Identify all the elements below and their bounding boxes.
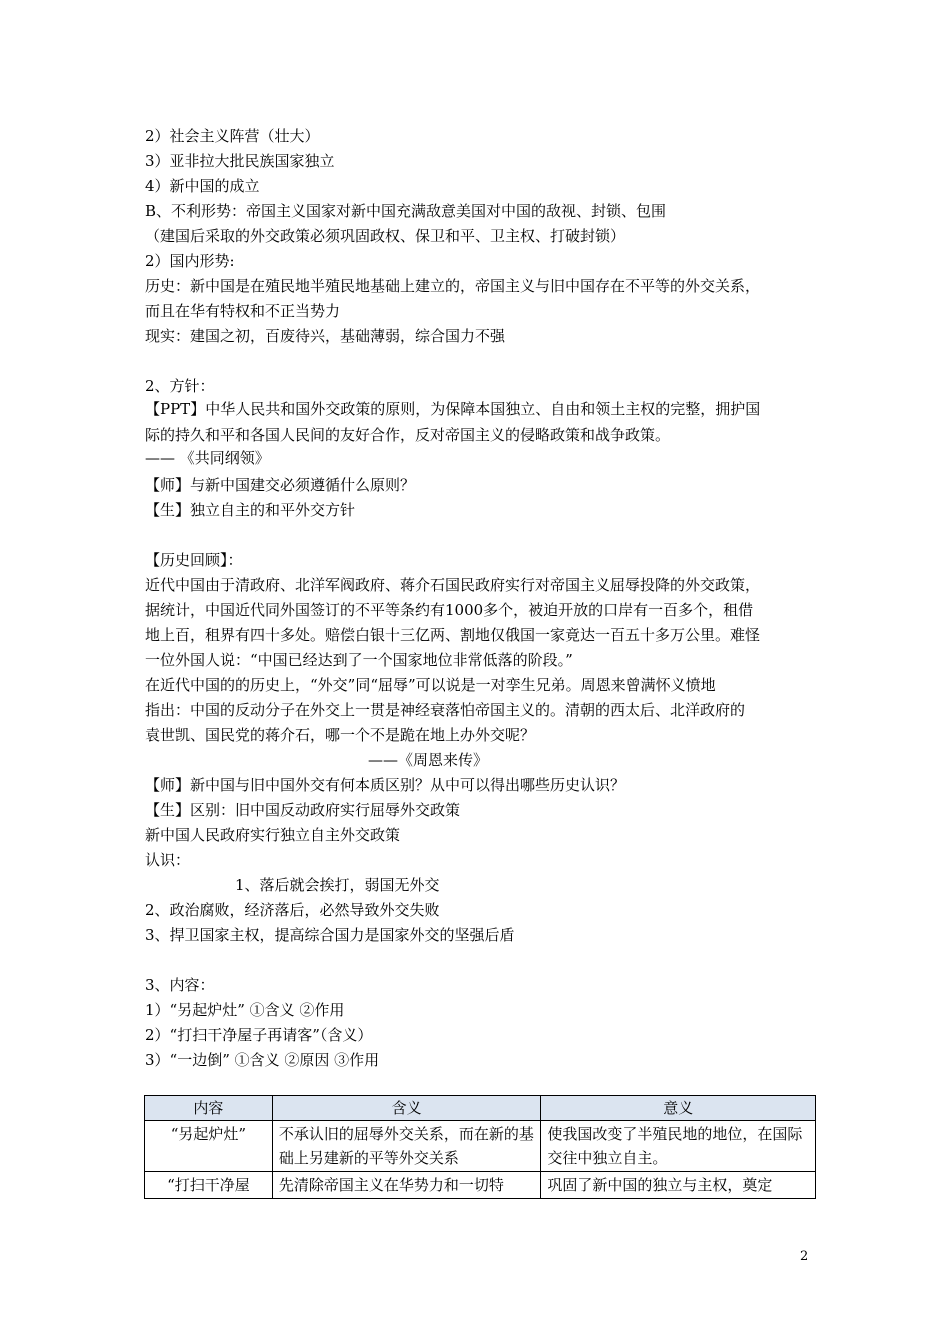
text-line: 3）“一边倒” ①含义 ②原因 ③作用 xyxy=(145,1051,380,1069)
text-line: 【生】区别：旧中国反动政府实行屈辱外交政策 xyxy=(145,801,461,819)
table-row xyxy=(145,1172,816,1199)
text-line: 近代中国由于清政府、北洋军阀政府、蒋介石国民政府实行对帝国主义屈辱投降的外交政策， xyxy=(145,576,761,594)
table-cell: 不承认旧的屈辱外交关系，而在新的基础上另建新的平等外交关系 xyxy=(272,1121,541,1172)
table-cell: 使我国改变了半殖民地的地位，在国际交往中独立自主。 xyxy=(541,1121,816,1172)
text-line: 【PPT】中华人民共和国外交政策的原则，为保障本国独立、自由和领土主权的完整，拥护国 xyxy=(145,400,761,418)
table-header-row xyxy=(145,1096,816,1121)
content-table xyxy=(144,1095,816,1199)
table-cell: “打扫干净屋 xyxy=(145,1172,273,1199)
citation: —— 《共同纲领》 xyxy=(145,449,270,467)
text-line: 际的持久和平和各国人民间的友好合作，反对帝国主义的侵略政策和战争政策。 xyxy=(145,426,671,444)
table-cell: 巩固了新中国的独立与主权，奠定 xyxy=(541,1172,816,1199)
text-line: 2）社会主义阵营（壮大） xyxy=(145,127,320,145)
text-line: 据统计，中国近代同外国签订的不平等条约有1000多个，被迫开放的口岸有一百多个，租借 xyxy=(145,601,754,619)
text-line: 认识： xyxy=(145,851,191,869)
text-line: 4）新中国的成立 xyxy=(145,177,260,195)
text-line: 在近代中国的的历史上，“外交”同“屈辱”可以说是一对孪生兄弟。周恩来曾满怀义愤地 xyxy=(145,676,716,694)
column-header: 内容 xyxy=(145,1096,273,1121)
column-header: 含义 xyxy=(272,1096,541,1121)
text-line: 1、落后就会挨打，弱国无外交 xyxy=(235,876,440,894)
text-line: 而且在华有特权和不正当势力 xyxy=(145,302,341,320)
text-line: 3、捍卫国家主权，提高综合国力是国家外交的坚强后盾 xyxy=(145,926,515,944)
table-row xyxy=(145,1121,816,1172)
section-heading: 【历史回顾】： xyxy=(145,551,243,569)
text-line: 历史：新中国是在殖民地半殖民地基础上建立的，帝国主义与旧中国存在不平等的外交关系， xyxy=(145,277,761,295)
table-cell: “另起炉灶” xyxy=(145,1121,273,1172)
text-line: 指出：中国的反动分子在外交上一贯是神经衰落怕帝国主义的。清朝的西太后、北洋政府的 xyxy=(145,701,746,719)
page-number: 2 xyxy=(800,1249,809,1264)
text-line: 【生】独立自主的和平外交方针 xyxy=(145,501,356,519)
text-line: 【师】新中国与旧中国外交有何本质区别？从中可以得出哪些历史认识？ xyxy=(145,776,626,794)
text-line: 新中国人民政府实行独立自主外交政策 xyxy=(145,826,401,844)
text-line: 2、政治腐败，经济落后，必然导致外交失败 xyxy=(145,901,440,919)
column-header: 意义 xyxy=(541,1096,816,1121)
text-line: 2）国内形势: xyxy=(145,252,235,270)
citation: ——《周恩来传》 xyxy=(368,751,489,769)
text-line: 1）“另起炉灶” ①含义 ②作用 xyxy=(145,1001,345,1019)
text-line: 现实：建国之初，百废待兴，基础薄弱，综合国力不强 xyxy=(145,327,506,345)
text-line: 地上百，租界有四十多处。赔偿白银十三亿两、割地仅俄国一家竟达一百五十多万公里。难怪 xyxy=(145,626,761,644)
text-line: 一位外国人说：“中国已经达到了一个国家地位非常低落的阶段。” xyxy=(145,651,573,669)
text-line: 2）“打扫干净屋子再请客”（含义） xyxy=(145,1026,373,1044)
text-line: 【师】与新中国建交必须遵循什么原则？ xyxy=(145,476,416,494)
text-line: 3）亚非拉大批民族国家独立 xyxy=(145,152,335,170)
text-line: 袁世凯、国民党的蒋介石，哪一个不是跪在地上办外交呢？ xyxy=(145,726,536,744)
section-heading: 3、内容： xyxy=(145,976,215,994)
text-line: B、不利形势：帝国主义国家对新中国充满敌意美国对中国的敌视、封锁、包围 xyxy=(145,202,667,220)
text-line: （建国后采取的外交政策必须巩固政权、保卫和平、卫主权、打破封锁） xyxy=(145,227,626,245)
table-cell: 先清除帝国主义在华势力和一切特 xyxy=(272,1172,541,1199)
section-heading: 2、方针： xyxy=(145,377,215,395)
